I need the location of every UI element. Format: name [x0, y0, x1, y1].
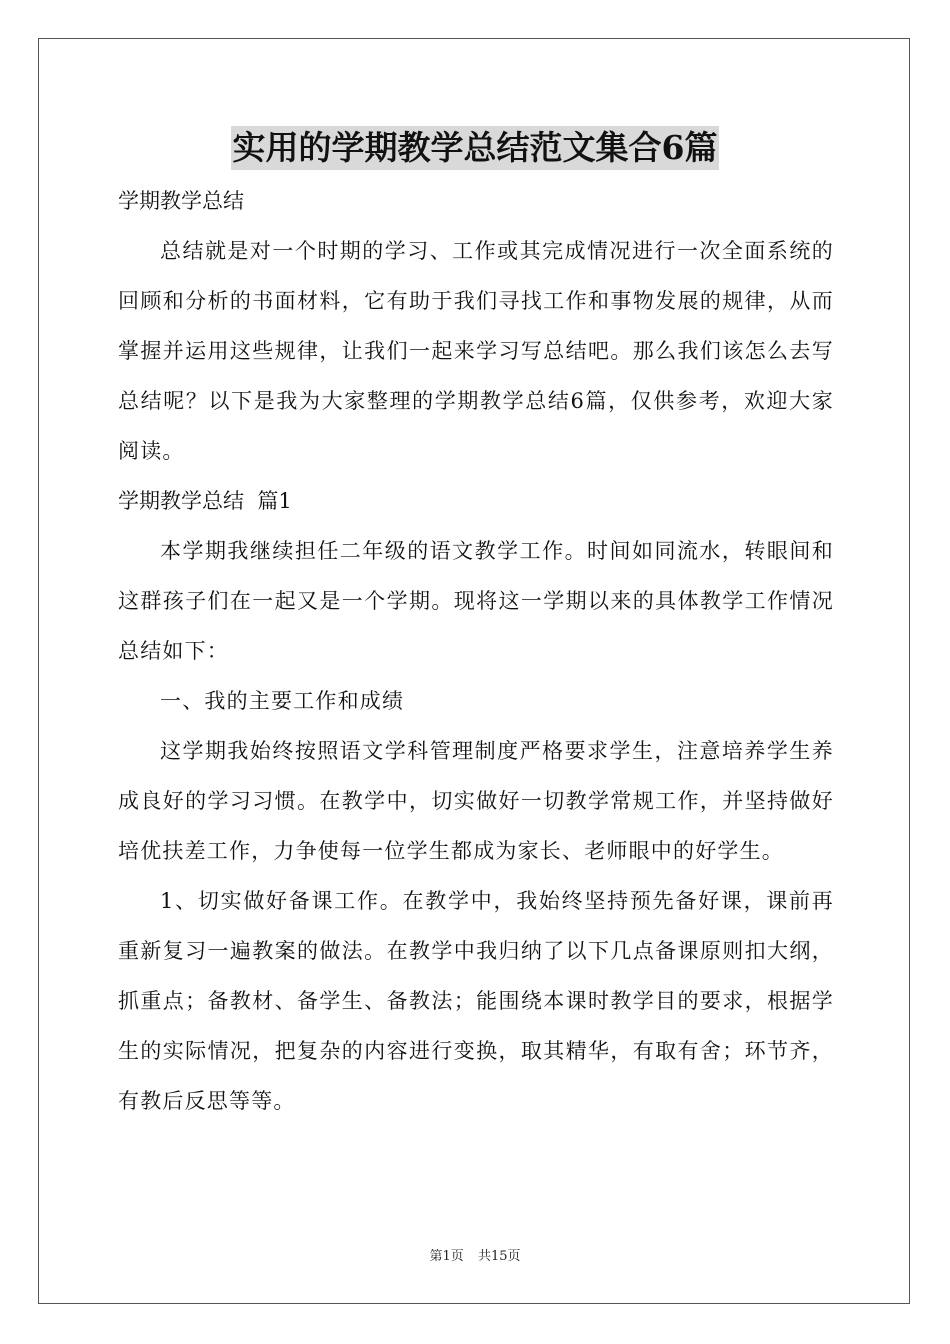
- section-heading: 学期教学总结: [118, 189, 244, 213]
- subheading-main-work: 一、我的主要工作和成绩: [160, 689, 405, 713]
- page-number: 第1页: [429, 1249, 464, 1264]
- title-container: [0, 126, 950, 170]
- intro-paragraph: 总结就是对一个时期的学习、工作或其完成情况进行一次全面系统的回顾和分析的书面材料，它有助于我们寻找工作和事物发展的规律，从而掌握并运用这些规律，让我们一起来学习写总结吧。那么我们该怎么去写总结呢？以下是我为大家整理的学期教学总结6篇，仅供参考，欢迎大家阅读。: [118, 239, 834, 463]
- body-paragraph-2: 这学期我始终按照语文学科管理制度严格要求学生，注意培养学生养成良好的学习习惯。在教学中，切实做好一切教学常规工作，并坚持做好培优扶差工作，力争使每一位学生都成为家长、老师眼中的好学生。: [118, 739, 834, 863]
- page-total: 共15页: [477, 1249, 521, 1264]
- body-paragraph-3: 1、切实做好备课工作。在教学中，我始终坚持预先备好课，课前再重新复习一遍教案的做法。在教学中我归纳了以下几点备课原则扣大纲，抓重点；备教材、备学生、备教法；能围绕本课时教学目的要求，根据学生的实际情况，把复杂的内容进行变换，取其精华，有取有舍；环节齐，有教后反思等等。: [118, 889, 834, 1113]
- page-footer: [0, 1245, 950, 1264]
- document-body: [118, 176, 834, 1126]
- article-heading: 学期教学总结 篇1: [118, 489, 292, 513]
- body-paragraph-1: 本学期我继续担任二年级的语文教学工作。时间如同流水，转眼间和这群孩子们在一起又是一个学期。现将这一学期以来的具体教学工作情况总结如下：: [118, 539, 834, 663]
- document-title: 实用的学期教学总结范文集合6篇: [231, 126, 720, 170]
